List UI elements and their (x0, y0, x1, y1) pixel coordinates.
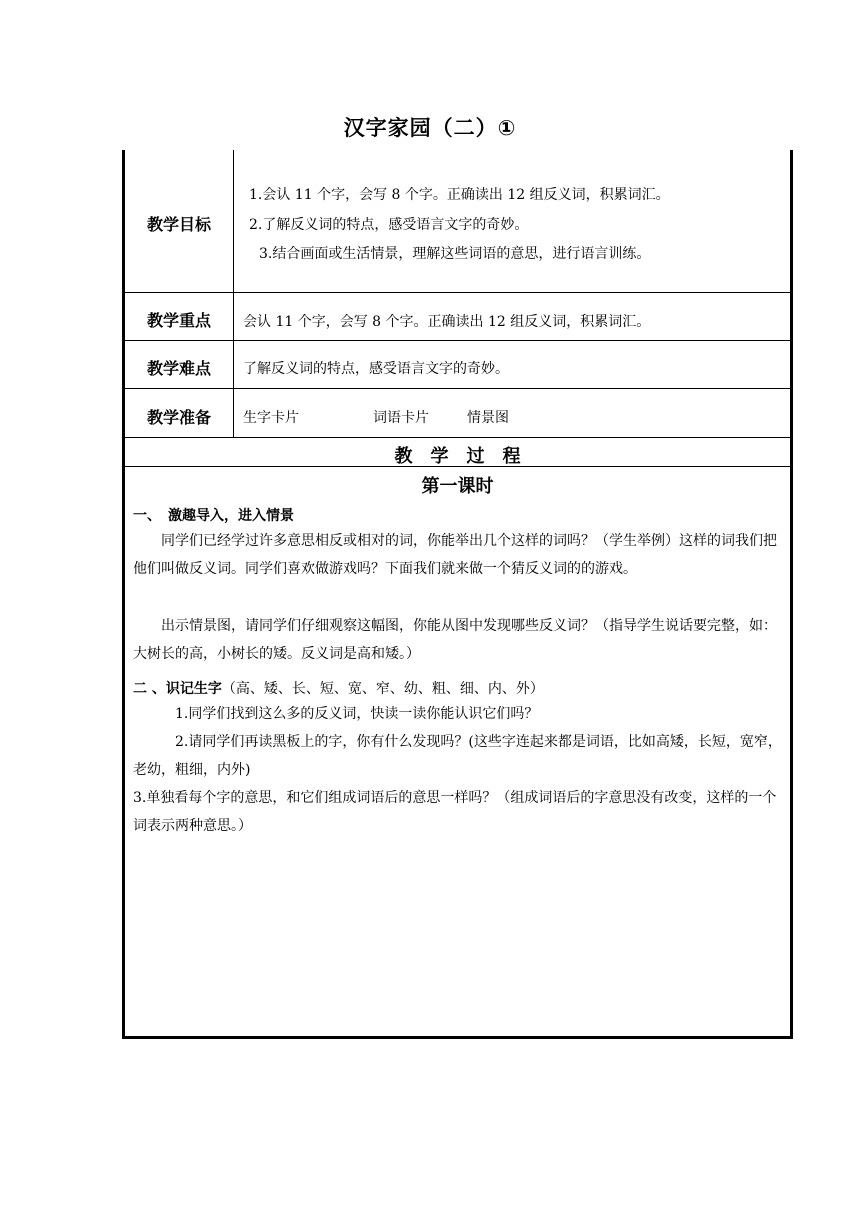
section-one-title: 一、 激趣导入，进入情景 (133, 508, 294, 524)
preparation-item: 生字卡片 (243, 410, 299, 426)
list-item: 3.单独看每个字的意思，和它们组成词语后的意思一样吗？（组成词语后的字意思没有改变，这样的一个词表示两种意思。） (133, 790, 777, 834)
lesson-heading: 第一课时 (421, 476, 494, 497)
objective-item: 2.了解反义词的特点，感受语言文字的奇妙。 (249, 217, 529, 233)
difficulties-label: 教学难点 (146, 359, 211, 378)
key-points-label: 教学重点 (146, 311, 211, 330)
objectives-label: 教学目标 (146, 215, 211, 234)
objective-item: 1.会认 11 个字，会写 8 个字。正确读出 12 组反义词，积累词汇。 (249, 187, 670, 203)
section-two-note: （高、矮、长、短、宽、窄、幼、粗、细、内、外） (221, 681, 544, 697)
row-divider (125, 388, 790, 389)
preparation-item: 词语卡片 (373, 410, 429, 426)
key-points-text: 会认 11 个字，会写 8 个字。正确读出 12 组反义词，积累词汇。 (243, 314, 651, 330)
objective-item: 3.结合画面或生活情景，理解这些词语的意思，进行语言训练。 (259, 246, 651, 262)
preparation-item: 情景图 (467, 410, 509, 426)
row-divider (125, 437, 790, 438)
paragraph: 同学们已经学过许多意思相反或相对的词，你能举出几个这样的词吗？（学生举例）这样的词我们把他们叫做反义词。同学们喜欢做游戏吗？下面我们就来做一个猜反义词的的游戏。 (133, 533, 777, 577)
page-title: 汉字家园（二）① (343, 116, 517, 140)
label-column-divider (233, 150, 234, 437)
row-divider (125, 292, 790, 293)
list-item: 2.请同学们再读黑板上的字，你有什么发现吗？(这些字连起来都是词语，比如高矮，长短，宽窄，老幼，粗细，内外) (133, 734, 782, 778)
row-divider (125, 340, 790, 341)
section-one-heading (133, 505, 294, 525)
process-heading: 教 学 过 程 (394, 446, 521, 467)
list-item: 1.同学们找到这么多的反义词，快读一读你能认识它们吗？ (175, 706, 539, 722)
paragraph: 出示情景图，请同学们仔细观察这幅图，你能从图中发现哪些反义词？（指导学生说话要完整，如：大树长的高，小树长的矮。反义词是高和矮。） (133, 618, 777, 662)
section-two-heading (133, 678, 544, 698)
section-two-title: 二 、识记生字 (133, 681, 222, 697)
difficulties-text: 了解反义词的特点，感受语言文字的奇妙。 (243, 361, 509, 377)
lesson-plan-table (122, 150, 793, 1039)
row-divider (125, 466, 790, 467)
preparation-label: 教学准备 (146, 408, 211, 427)
